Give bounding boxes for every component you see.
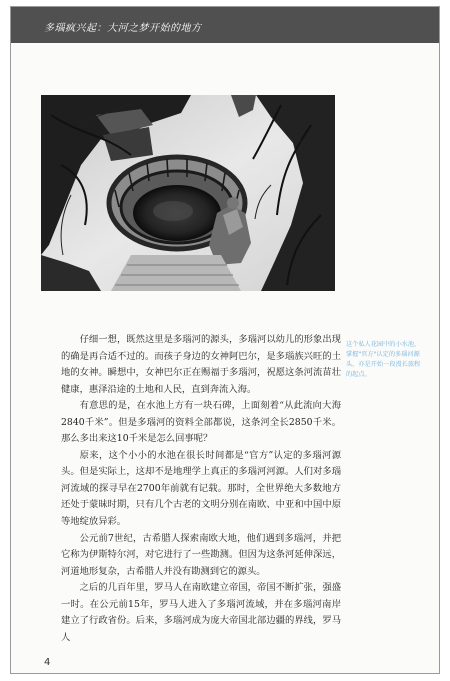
body-text — [61, 332, 341, 646]
page-number: 4 — [44, 657, 51, 668]
paragraph: 原来，这个小小的水池在很长时间都是“官方”认定的多瑙河源头。但是实际上，这却不是地理学上真正的多瑙河河源。人们对多瑙河流域的探寻早在2700年前就有记载。那时，全世界绝大多数地方还处于蒙昧时期，只有几个古老的文明分别在南欧、中亚和中国中原等地绽放异彩。 — [61, 449, 341, 528]
photo-caption: 这个私人花园中的小水池，掌握"官方"认定的多瑙河源头，亦是开始一段漫长旅程的起点。 — [346, 341, 421, 378]
fountain-pool-photo — [41, 95, 335, 291]
paragraph: 公元前7世纪，古希腊人探索南欧大地，他们遇到多瑙河，并把它称为伊斯特尔河，对它进行了一些勘测。但因为这条河延伸深远，河道地形复杂，古希腊人并没有勘测到它的源头。 — [61, 532, 341, 577]
book-page — [10, 6, 440, 674]
paragraph: 仔细一想，既然这里是多瑙河的源头，多瑙河以幼儿的形象出现的确是再合适不过的。而孩子身边的女神阿巴尔，是多瑙族兴旺的土地的女神。瞬想中，女神巴尔正在赐福于多瑙河，祝愿这条河流苗壮健康，惠泽沿途的土地和人民，直到奔流入海。 — [61, 334, 341, 395]
paragraph: 之后的几百年里，罗马人在南欧建立帝国，帝国不断扩张，强盛一时。在公元前15年，罗马人进入了多瑙河流域，并在多瑙河南岸建立了行政省份。后来，多瑙河成为庞大帝国北部边疆的界线，罗马人 — [61, 582, 341, 643]
running-header — [11, 7, 439, 43]
paragraph: 有意思的是，在水池上方有一块石碑，上面刻着“从此流向大海2840千米”。但是多瑙河的资料全部都说，这条河全长2850千米。那么多出来这10千米是怎么回事呢？ — [61, 400, 341, 445]
running-header-title: 多瑙疯兴起：大河之梦开始的地方 — [44, 23, 202, 34]
